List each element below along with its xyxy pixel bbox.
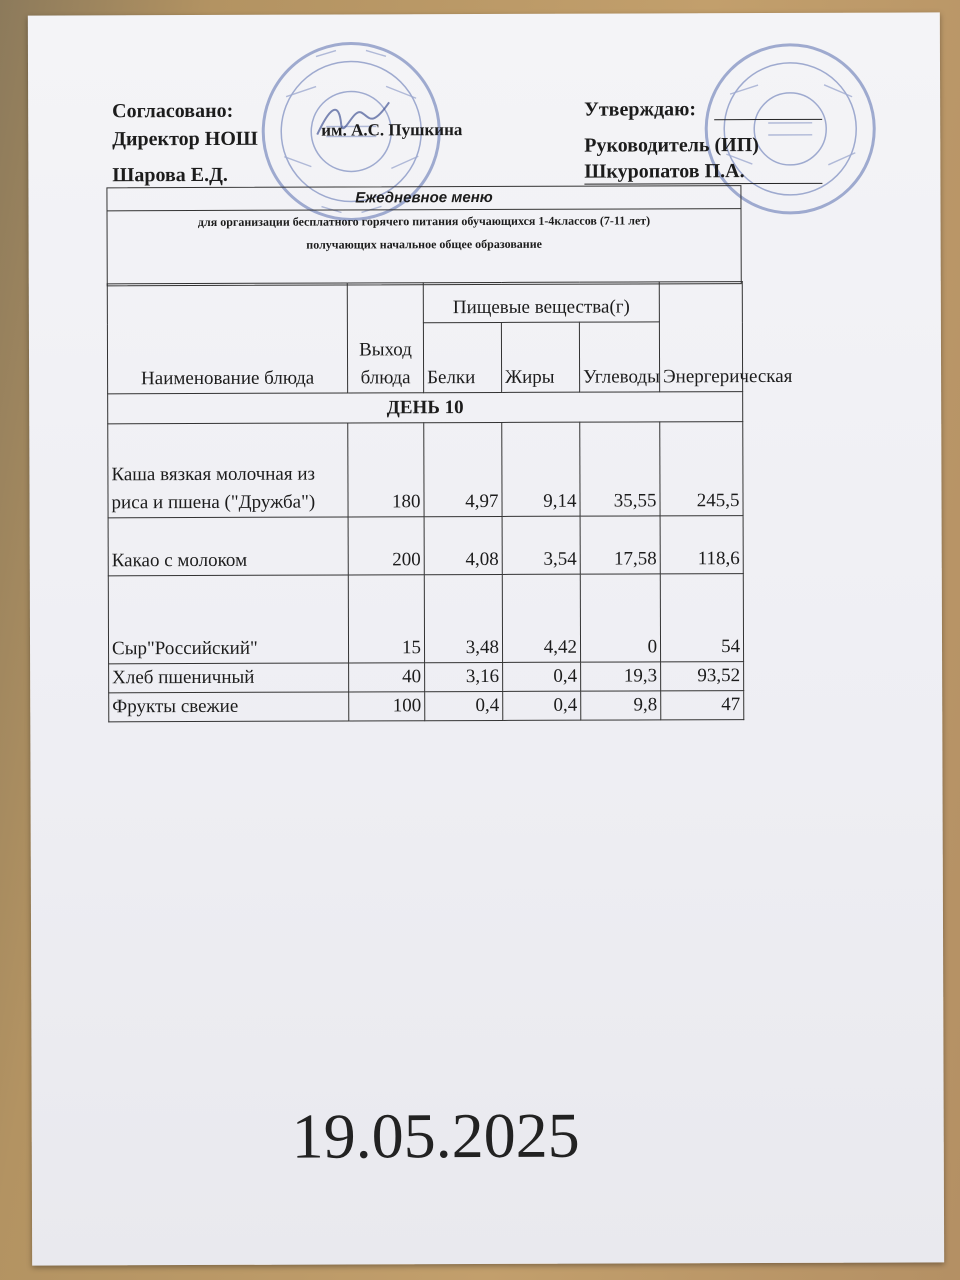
dish-yield: 100 bbox=[349, 692, 425, 721]
dish-fats: 0,4 bbox=[503, 662, 581, 691]
col-header-nutrients: Пищевые вещества(г) bbox=[423, 282, 659, 323]
dish-carbs: 35,55 bbox=[580, 422, 660, 516]
table-row bbox=[109, 662, 744, 693]
col-header-yield: Выход блюда bbox=[347, 283, 423, 393]
col-header-fats: Жиры bbox=[501, 322, 579, 392]
paper-sheet bbox=[28, 12, 944, 1265]
table-row bbox=[108, 574, 743, 664]
agreed-label: Согласовано: bbox=[112, 99, 234, 123]
menu-title: Ежедневное меню bbox=[107, 186, 740, 211]
table-row bbox=[109, 691, 744, 722]
dish-yield: 40 bbox=[349, 663, 425, 692]
dish-fats: 9,14 bbox=[502, 422, 580, 516]
dish-yield: 180 bbox=[348, 423, 424, 517]
table-row bbox=[108, 516, 743, 576]
col-header-proteins: Белки bbox=[423, 322, 501, 392]
menu-table bbox=[107, 281, 793, 722]
dish-name: Какао с молоком bbox=[108, 517, 348, 576]
dish-energy: 118,6 bbox=[660, 516, 743, 574]
dish-proteins: 4,97 bbox=[424, 422, 502, 516]
col-header-carbs: Углеводы bbox=[579, 322, 659, 392]
manager-name: Шкуропатов П.А. bbox=[584, 160, 745, 183]
col-header-energy: Энергерическая bbox=[659, 282, 742, 392]
dish-name: Хлеб пшеничный bbox=[109, 663, 349, 693]
dish-carbs: 9,8 bbox=[581, 691, 661, 720]
menu-subtitle-line2: получающих начальное общее образование bbox=[306, 236, 542, 252]
dish-name: Сыр"Российский" bbox=[108, 575, 348, 664]
day-label: ДЕНЬ 10 bbox=[108, 392, 743, 424]
school-name: им. А.С. Пушкина bbox=[321, 120, 463, 140]
menu-header-box bbox=[106, 185, 741, 286]
dish-proteins: 4,08 bbox=[424, 516, 502, 574]
col-header-name: Наименование блюда bbox=[107, 283, 347, 394]
dish-yield: 15 bbox=[348, 575, 424, 663]
dish-carbs: 17,58 bbox=[580, 516, 660, 574]
table-header-row bbox=[107, 282, 742, 324]
dish-fats: 4,42 bbox=[502, 574, 580, 662]
menu-date: 19.05.2025 bbox=[291, 1099, 580, 1172]
dish-energy: 245,5 bbox=[660, 422, 743, 516]
dish-energy: 47 bbox=[661, 691, 744, 720]
dish-carbs: 0 bbox=[580, 574, 660, 662]
dish-energy: 93,52 bbox=[661, 662, 744, 691]
manager-title: Руководитель (ИП) bbox=[584, 134, 759, 157]
menu-subtitle-line1: для организации бесплатного горячего питания обучающихся 1-4классов (7-11 лет) bbox=[197, 213, 651, 230]
day-row bbox=[108, 392, 743, 424]
dish-fats: 0,4 bbox=[503, 691, 581, 720]
dish-energy: 54 bbox=[660, 574, 743, 662]
dish-yield: 200 bbox=[348, 517, 424, 575]
dish-proteins: 0,4 bbox=[425, 691, 503, 720]
dish-proteins: 3,48 bbox=[424, 574, 502, 662]
table-row bbox=[108, 422, 743, 518]
dish-name: Каша вязкая молочная из риса и пшена ("Дружба") bbox=[108, 423, 348, 518]
director-title: Директор НОШ bbox=[112, 127, 258, 151]
dish-proteins: 3,16 bbox=[425, 662, 503, 691]
dish-fats: 3,54 bbox=[502, 516, 580, 574]
dish-carbs: 19,3 bbox=[581, 662, 661, 691]
menu-subtitle bbox=[108, 209, 741, 285]
director-name: Шарова Е.Д. bbox=[112, 163, 228, 187]
approve-label: Утверждаю: bbox=[584, 98, 697, 121]
dish-name: Фрукты свежие bbox=[109, 692, 349, 722]
